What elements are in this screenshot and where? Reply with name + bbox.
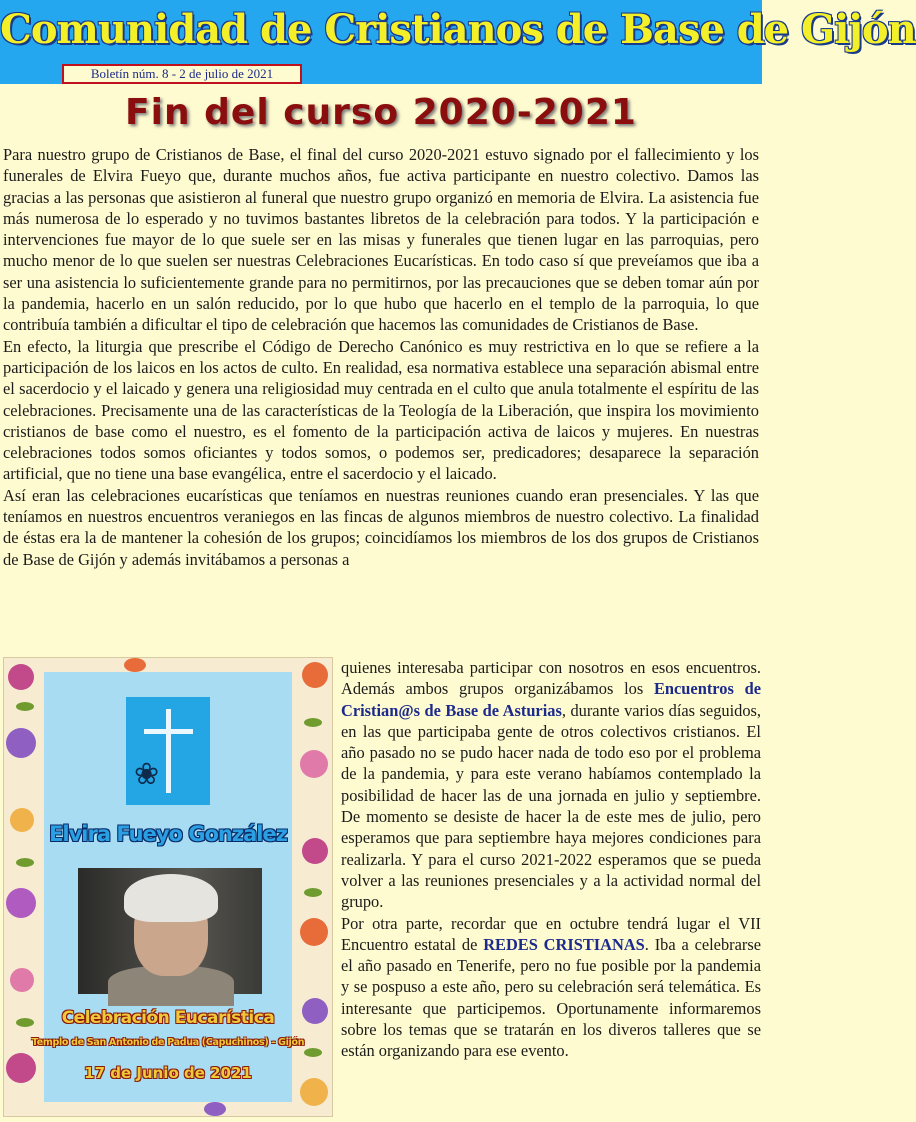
newsletter-title: Comunidad de Cristianos de Base de Gijón bbox=[0, 6, 916, 53]
cross-emblem bbox=[126, 697, 210, 805]
flower-decoration bbox=[10, 968, 34, 992]
flower-decoration bbox=[8, 664, 34, 690]
flower-decoration bbox=[302, 838, 328, 864]
portrait-photo bbox=[78, 868, 262, 994]
card-panel bbox=[31, 672, 305, 1102]
card-date: 17 de Junio de 2021 bbox=[84, 1064, 252, 1082]
card-place: Templo de San Antonio de Padua (Capuchinos) - Gijón bbox=[31, 1037, 305, 1048]
memorial-card-image bbox=[3, 657, 333, 1117]
paragraph-4: Por otra parte, recordar que en octubre tendrá lugar el VII Encuentro estatal de REDES CRISTIANAS. Iba a celebrarse el año pasado en Tenerife, pero no fue posible por la pandemia y se pospuso a este año, pero su celebración será telemática. Es interesante que participemos. Oportunamente informaremos sobre los temas que se tratarán en los diveros talleres que se están organizando para ese evento. bbox=[341, 913, 761, 1061]
article-body-top bbox=[3, 144, 759, 570]
card-subtitle: Celebración Eucarística bbox=[61, 1008, 275, 1028]
event-name-highlight: Encuentros de Cristian@s de Base de Asturias bbox=[341, 679, 761, 720]
flower-decoration bbox=[6, 888, 36, 918]
paragraph-3: Así eran las celebraciones eucarísticas que teníamos en nuestras reuniones cuando eran presenciales. Y las que teníamos en nuestros encuentros veraniegos en las fincas de algunos miembros de nuestro colectivo. La finalidad de éstas era la de mantener la cohesión de los grupos; coincidíamos los miembros de los dos grupos de Cristianos de Base de Gijón y además invitábamos a personas a bbox=[3, 485, 759, 569]
leaf-decoration bbox=[304, 1048, 322, 1057]
flower-decoration bbox=[124, 658, 146, 672]
cross-icon bbox=[166, 709, 171, 793]
leaf-decoration bbox=[304, 718, 322, 727]
flower-decoration bbox=[6, 728, 36, 758]
masthead bbox=[0, 0, 916, 84]
leaf-decoration bbox=[16, 1018, 34, 1027]
flower-decoration bbox=[300, 750, 328, 778]
paragraph-1: Para nuestro grupo de Cristianos de Base, el final del curso 2020-2021 estuvo signado por el fallecimiento y los funerales de Elvira Fueyo que, durante muchos años, fue activa participante en nuestro colectivo. Damos las gracias a las personas que asistieron al funeral que nuestro grupo organizó en memoria de Elvira. La asistencia fue más numerosa de lo esperado y no tuvimos bastantes libretos de la celebración para todos. Y la participación e intervenciones fue mayor de lo que suele ser en las misas y funerales que tienen lugar en las parroquias, pero mucho menor de lo que suelen ser nuestras Celebraciones Eucarísticas. En todo caso sí que preveíamos que iba a ser una asistencia lo suficientemente grande para no permitirnos, por las precauciones que se deben tomar aún por la pandemia, hacerlo en un salón reducido, por lo que hubo que hacerlo en el templo de la parroquia, lo que contribuía también a dificultar el tipo de celebración que hacemos las comunidades de Cristianos de Base. bbox=[3, 145, 759, 335]
flower-decoration bbox=[300, 1078, 328, 1106]
issue-label: Boletín núm. 8 - 2 de julio de 2021 bbox=[62, 64, 302, 84]
rose-icon: ❀ bbox=[134, 758, 160, 791]
paragraph-2: En efecto, la liturgia que prescribe el Código de Derecho Canónico es muy restrictiva en lo que se refiere a la participación de los laicos en los actos de culto. En realidad, esa normativa establece una separación abismal entre el sacerdocio y el laicado y genera una religiosidad muy centrada en el culto que anula totalmente el espíritu de las celebraciones. Precisamente una de las características de la Teología de la Liberación, que inspira los movimiento cristianos de base como el nuestro, es el fomento de la participación activa de laicos y mujeres. En nuestras celebraciones todos somos oficiantes y todos somos, o podemos ser, predicadores; desaparece la separación artificial, que no tiene una base evangélica, entre el sacerdocio y el laicado. bbox=[3, 336, 759, 484]
flower-decoration bbox=[6, 1053, 36, 1083]
article-headline: Fin del curso 2020-2021 bbox=[125, 92, 637, 133]
flower-decoration bbox=[302, 998, 328, 1024]
paragraph-3-continued: quienes interesaba participar con nosotros en esos encuentros. Además ambos grupos organizábamos los Encuentros de Cristian@s de Base de Asturias, durante varios días seguidos, en las que participaba gente de otros colectivos cristianos. El año pasado no se pudo hacer nada de todo eso por el problema de la pandemia, y para este verano habíamos contemplado la posibilidad de hacer las de una jornada en julio y septiembre. De momento se desiste de hacer la de este mes de julio, pero esperamos que para septiembre haya mejores condiciones para realizarla. Y para el curso 2021-2022 esperamos que se pueda volver a las reuniones presenciales y a la actividad normal del grupo. bbox=[341, 658, 762, 912]
flower-decoration bbox=[300, 918, 328, 946]
card-name: Elvira Fueyo González bbox=[49, 822, 287, 846]
leaf-decoration bbox=[304, 888, 322, 897]
flower-decoration bbox=[204, 1102, 226, 1116]
flower-decoration bbox=[10, 808, 34, 832]
leaf-decoration bbox=[16, 702, 34, 711]
redes-highlight: REDES CRISTIANAS bbox=[483, 934, 645, 954]
article-body-column bbox=[341, 657, 761, 1062]
leaf-decoration bbox=[16, 858, 34, 867]
flower-decoration bbox=[302, 662, 328, 688]
